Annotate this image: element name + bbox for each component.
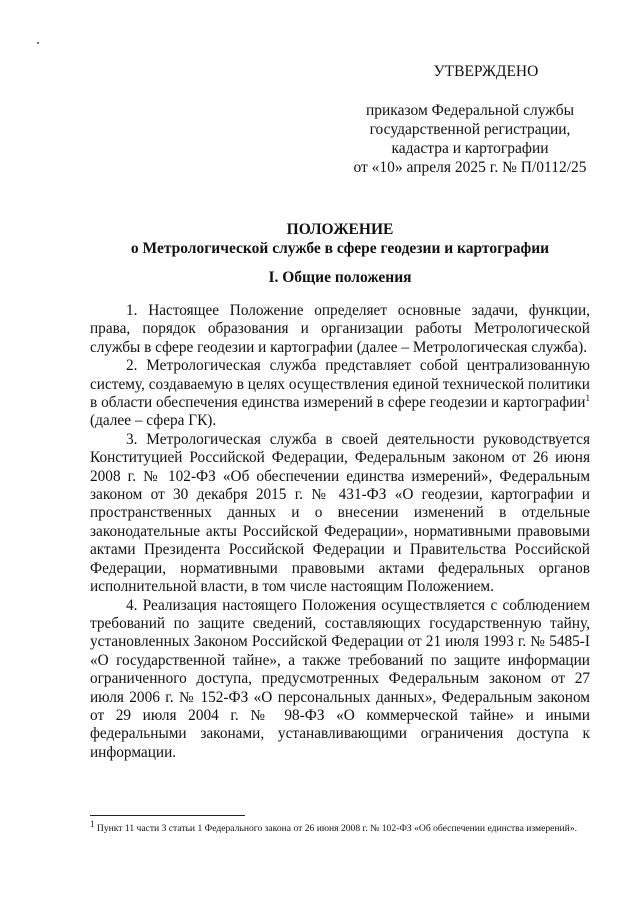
paragraph-3: 3. Метрологическая служба в своей деятельности руководствуется Конституцией Российской Федерации, Федеральным законом от 26 июня 2008 г. № 102-ФЗ «Об обеспечении единства измерений», Федеральным законом от 30 декабря 2015 г. № 431-ФЗ «О геодезии, картографии и пространственных данных и о внесении изменений в отдельные законодательные акты Российской Федерации», нормативными правовыми актами Президента Российской Федерации и Правительства Российской Федерации, нормативными правовыми актами федеральных органов исполнительной власти, в том числе настоящим Положением. [90, 430, 590, 596]
paragraph-2 [90, 357, 590, 431]
approval-line: приказом Федеральной службы [365, 102, 575, 119]
section-heading: I. Общие положения [268, 269, 412, 286]
footnote [90, 818, 590, 836]
approval-stamp-block [330, 62, 610, 177]
paragraph-4: 4. Реализация настоящего Положения осуществляется с соблюдением требований по защите сведений, составляющих государственную тайну, установленных Законом Российской Федерации от 21 июля 1993 г. № 5485-I «О государственной тайне», а также требований по защите информации ограниченного доступа, предусмотренных Федеральным законом от 27 июля 2006 г. № 152-ФЗ «О персональных данных», Федеральным законом от 29 июля 2004 г. № 98-ФЗ «О коммерческой тайне» и иными федеральными законами, устанавливающими ограничения доступа к информации. [90, 596, 590, 761]
footnote-separator [90, 815, 245, 816]
paragraph-2-text: 2. Метрологическая служба представляет собой централизованную систему, создаваемую в целях осуществления единой технической политики в области обеспечения единства измерений в сфере геодезии и картографии [90, 357, 590, 412]
document-subtitle: о Метрологической службе в сфере геодезии и картографии [130, 240, 550, 257]
footnote-reference: 1 [585, 392, 590, 403]
document-body [90, 302, 590, 762]
paragraph-1: 1. Настоящее Положение определяет основные задачи, функции, права, порядок образования и организации работы Метрологической службы в сфере геодезии и картографии (далее – Метрологическая служба). [90, 302, 590, 356]
approval-line: государственной регистрации, [369, 121, 571, 138]
approval-heading: УТВЕРЖДЕНО [433, 63, 539, 80]
footnote-text: Пункт 11 части 3 статьи 1 Федерального закона от 26 июня 2008 г. № 102-ФЗ «Об обеспечении единства измерений». [96, 823, 578, 834]
scan-speck [37, 42, 39, 44]
document-title-block [80, 220, 600, 258]
approval-line: кадастра и картографии [391, 140, 549, 157]
footnote-number: 1 [90, 818, 95, 829]
paragraph-2-tail: (далее – сфера ГК). [90, 412, 217, 430]
approval-line: от «10» апреля 2025 г. № П/0112/25 [353, 159, 587, 176]
document-title: ПОЛОЖЕНИЕ [286, 221, 394, 238]
